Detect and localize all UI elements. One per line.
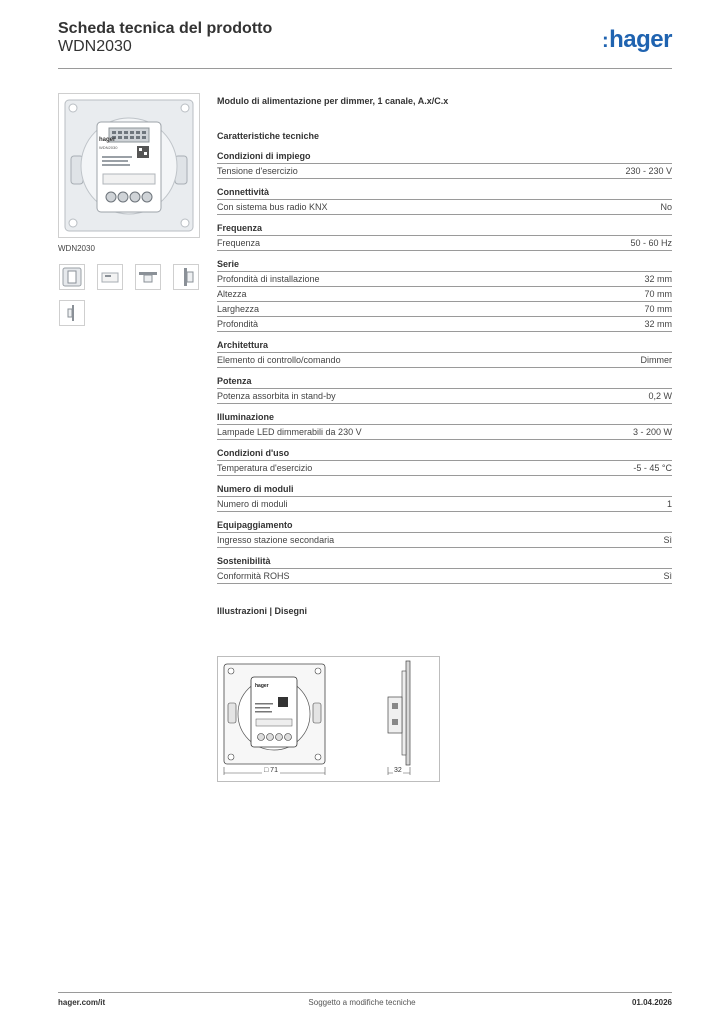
thumbnail-front-image [60, 265, 84, 289]
spec-group [217, 554, 672, 584]
spec-group [217, 410, 672, 440]
spec-group-title: Serie [217, 257, 672, 272]
spec-row [217, 287, 672, 302]
dimension-width-label: □ 71 [264, 767, 278, 774]
spec-value: 230 - 230 V [625, 166, 672, 176]
spec-value: 32 mm [644, 319, 672, 329]
spec-row [217, 164, 672, 179]
spec-row [217, 497, 672, 512]
footer-date: 01.04.2026 [631, 998, 672, 1007]
technical-drawing[interactable] [217, 656, 440, 782]
thumbnail-module[interactable] [97, 264, 123, 290]
dimension-drawing [218, 657, 439, 781]
spec-label: Frequenza [217, 238, 261, 248]
spec-label: Ingresso stazione secondaria [217, 535, 335, 545]
spec-group [217, 446, 672, 476]
spec-value: 70 mm [644, 304, 672, 314]
dimmer-module-illustration [59, 94, 199, 237]
spec-value: 32 mm [644, 274, 672, 284]
thumbnail-side-detail[interactable] [59, 300, 85, 326]
spec-label: Lampade LED dimmerabili da 230 V [217, 427, 362, 437]
product-description: Modulo di alimentazione per dimmer, 1 canale, A.x/C.x [217, 96, 449, 106]
spec-row [217, 302, 672, 317]
spec-group [217, 221, 672, 251]
thumbnail-side-image [174, 265, 198, 289]
spec-group-title: Equipaggiamento [217, 518, 672, 533]
footer-note: Soggetto a modifiche tecniche [308, 998, 416, 1007]
spec-label: Temperatura d'esercizio [217, 463, 313, 473]
spec-row [217, 533, 672, 548]
spec-group [217, 518, 672, 548]
logo-dots: : [601, 30, 609, 52]
spec-label: Profondità [217, 319, 259, 329]
spec-label: Con sistema bus radio KNX [217, 202, 328, 212]
spec-value: 3 - 200 W [632, 427, 672, 437]
spec-row [217, 389, 672, 404]
spec-label: Profondità di installazione [217, 274, 320, 284]
logo-text: hager [609, 26, 672, 53]
spec-group-title: Potenza [217, 374, 672, 389]
spec-group-title: Connettività [217, 185, 672, 200]
spec-row [217, 425, 672, 440]
spec-group-title: Illuminazione [217, 410, 672, 425]
spec-value: Dimmer [640, 355, 672, 365]
thumbnail-side[interactable] [173, 264, 199, 290]
spec-group [217, 338, 672, 368]
spec-row [217, 200, 672, 215]
spec-label: Tensione d'esercizio [217, 166, 298, 176]
spec-label: Elemento di controllo/comando [217, 355, 341, 365]
spec-value: 1 [666, 499, 672, 509]
thumbnail-top-image [136, 265, 160, 289]
spec-row [217, 353, 672, 368]
spec-group [217, 257, 672, 332]
spec-label: Numero di moduli [217, 499, 288, 509]
spec-label: Larghezza [217, 304, 260, 314]
spec-group [217, 149, 672, 179]
header-divider [58, 68, 672, 69]
product-main-image[interactable] [58, 93, 200, 238]
spec-value: No [660, 202, 672, 212]
spec-value: 50 - 60 Hz [630, 238, 672, 248]
spec-value: 70 mm [644, 289, 672, 299]
spec-group [217, 185, 672, 215]
document-title: Scheda tecnica del prodotto [58, 20, 273, 37]
spec-group-title: Sostenibilità [217, 554, 672, 569]
dimension-depth-label: 32 [394, 767, 402, 774]
spec-label: Altezza [217, 289, 247, 299]
spec-value: -5 - 45 °C [633, 463, 672, 473]
spec-row [217, 569, 672, 584]
spec-row [217, 317, 672, 332]
spec-row [217, 236, 672, 251]
image-caption: WDN2030 [58, 244, 95, 253]
drawing-brand-text: hager [255, 683, 269, 689]
spec-value: Sì [663, 535, 672, 545]
specs-title: Caratteristiche tecniche [217, 131, 320, 141]
thumbnail-module-image [98, 265, 122, 289]
spec-label: Potenza assorbita in stand-by [217, 391, 336, 401]
image-code-text: WDN2030 [99, 145, 118, 150]
spec-group [217, 482, 672, 512]
spec-value: Sì [663, 571, 672, 581]
spec-group-title: Architettura [217, 338, 672, 353]
spec-row [217, 272, 672, 287]
spec-group-title: Condizioni di impiego [217, 149, 672, 164]
illustrations-title: Illustrazioni | Disegni [217, 606, 308, 616]
spec-group-title: Numero di moduli [217, 482, 672, 497]
spec-group-title: Condizioni d'uso [217, 446, 672, 461]
spec-label: Conformità ROHS [217, 571, 290, 581]
footer-website-link[interactable]: hager.com/it [58, 998, 106, 1007]
hager-logo[interactable] [602, 26, 672, 54]
thumbnail-front[interactable] [59, 264, 85, 290]
spec-row [217, 461, 672, 476]
thumbnail-side-detail-image [60, 301, 84, 325]
spec-value: 0,2 W [648, 391, 672, 401]
spec-content [217, 94, 672, 618]
spec-group-title: Frequenza [217, 221, 672, 236]
image-brand-text: hager [99, 137, 116, 143]
footer-divider [58, 992, 672, 993]
spec-group [217, 374, 672, 404]
product-code: WDN2030 [58, 38, 132, 55]
thumbnail-top[interactable] [135, 264, 161, 290]
